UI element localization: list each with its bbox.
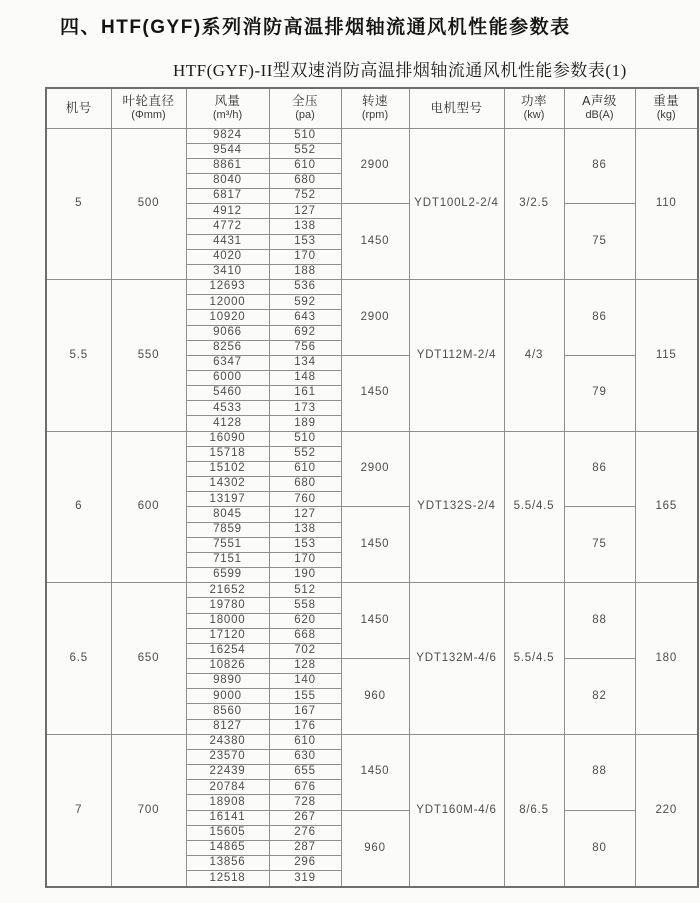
table-row <box>46 431 698 446</box>
cell-airflow: 18000 <box>186 613 269 628</box>
performance-table <box>45 87 699 888</box>
cell-noise-level: 86 <box>564 431 635 507</box>
cell-pressure: 319 <box>269 871 341 887</box>
cell-airflow: 23570 <box>186 749 269 764</box>
cell-pressure: 138 <box>269 522 341 537</box>
column-header-unit: (m³/h) <box>212 109 243 122</box>
cell-pressure: 153 <box>269 234 341 249</box>
cell-speed: 1450 <box>341 507 409 583</box>
cell-pressure: 680 <box>269 477 341 492</box>
page-title: 四、HTF(GYF)系列消防高温排烟轴流通风机性能参数表 <box>60 17 571 38</box>
cell-airflow: 6817 <box>186 189 269 204</box>
column-header <box>504 88 564 128</box>
cell-airflow: 14865 <box>186 840 269 855</box>
cell-impeller-diameter: 500 <box>111 128 186 280</box>
cell-weight: 220 <box>635 734 698 887</box>
cell-pressure: 510 <box>269 431 341 446</box>
cell-pressure: 170 <box>269 249 341 264</box>
cell-noise-level: 86 <box>564 280 635 356</box>
cell-weight: 115 <box>635 280 698 432</box>
cell-pressure: 760 <box>269 492 341 507</box>
cell-speed: 2900 <box>341 280 409 356</box>
cell-airflow: 7551 <box>186 537 269 552</box>
cell-airflow: 9544 <box>186 143 269 158</box>
cell-pressure: 134 <box>269 355 341 370</box>
column-header-label: 机号 <box>65 100 92 115</box>
cell-airflow: 4128 <box>186 416 269 431</box>
cell-pressure: 512 <box>269 583 341 598</box>
cell-speed: 2900 <box>341 128 409 204</box>
cell-airflow: 9000 <box>186 689 269 704</box>
cell-pressure: 552 <box>269 446 341 461</box>
cell-pressure: 702 <box>269 643 341 658</box>
cell-power: 5.5/4.5 <box>504 583 564 735</box>
cell-speed: 2900 <box>341 431 409 507</box>
cell-airflow: 19780 <box>186 598 269 613</box>
cell-pressure: 676 <box>269 780 341 795</box>
cell-noise-level: 80 <box>564 810 635 887</box>
cell-pressure: 610 <box>269 158 341 173</box>
cell-airflow: 10826 <box>186 658 269 673</box>
cell-airflow: 4431 <box>186 234 269 249</box>
cell-pressure: 188 <box>269 264 341 279</box>
cell-airflow: 21652 <box>186 583 269 598</box>
cell-airflow: 16141 <box>186 810 269 825</box>
cell-model-no: 6.5 <box>46 583 111 735</box>
cell-power: 5.5/4.5 <box>504 431 564 583</box>
cell-pressure: 189 <box>269 416 341 431</box>
cell-speed: 960 <box>341 810 409 887</box>
cell-airflow: 8256 <box>186 340 269 355</box>
cell-airflow: 12000 <box>186 295 269 310</box>
cell-airflow: 6347 <box>186 355 269 370</box>
table-row <box>46 583 698 598</box>
cell-pressure: 173 <box>269 401 341 416</box>
column-header <box>111 88 186 128</box>
column-header-label: 转速 <box>361 94 388 109</box>
cell-airflow: 13856 <box>186 856 269 871</box>
column-header <box>564 88 635 128</box>
column-header-unit: (rpm) <box>361 109 389 122</box>
cell-pressure: 630 <box>269 749 341 764</box>
cell-speed: 960 <box>341 658 409 734</box>
cell-motor-model: YDT132S-2/4 <box>409 431 504 583</box>
cell-noise-level: 88 <box>564 734 635 810</box>
cell-airflow: 8560 <box>186 704 269 719</box>
cell-airflow: 15102 <box>186 461 269 476</box>
cell-pressure: 161 <box>269 386 341 401</box>
column-header-unit: (pa) <box>295 109 315 122</box>
cell-power: 3/2.5 <box>504 128 564 280</box>
cell-weight: 180 <box>635 583 698 735</box>
cell-noise-level: 75 <box>564 507 635 583</box>
table-subtitle: HTF(GYF)-II型双速消防高温排烟轴流通风机性能参数表(1) <box>173 61 627 80</box>
table-header-row <box>46 88 698 128</box>
column-header-label: 全压 <box>291 94 318 109</box>
cell-impeller-diameter: 700 <box>111 734 186 887</box>
cell-airflow: 14302 <box>186 477 269 492</box>
cell-pressure: 510 <box>269 128 341 143</box>
column-header <box>186 88 269 128</box>
cell-pressure: 620 <box>269 613 341 628</box>
cell-model-no: 7 <box>46 734 111 887</box>
column-header <box>269 88 341 128</box>
column-header-label: A声级 <box>582 94 617 109</box>
cell-impeller-diameter: 600 <box>111 431 186 583</box>
cell-pressure: 680 <box>269 173 341 188</box>
cell-pressure: 140 <box>269 674 341 689</box>
cell-power: 4/3 <box>504 280 564 432</box>
cell-airflow: 6599 <box>186 568 269 583</box>
cell-pressure: 610 <box>269 461 341 476</box>
cell-noise-level: 82 <box>564 658 635 734</box>
cell-pressure: 153 <box>269 537 341 552</box>
cell-airflow: 8127 <box>186 719 269 734</box>
cell-pressure: 167 <box>269 704 341 719</box>
cell-pressure: 592 <box>269 295 341 310</box>
cell-power: 8/6.5 <box>504 734 564 887</box>
cell-airflow: 12518 <box>186 871 269 887</box>
cell-pressure: 655 <box>269 765 341 780</box>
cell-airflow: 7859 <box>186 522 269 537</box>
cell-pressure: 752 <box>269 189 341 204</box>
column-header <box>635 88 698 128</box>
column-header-label: 叶轮直径 <box>122 94 175 109</box>
cell-speed: 1450 <box>341 734 409 810</box>
cell-airflow: 17120 <box>186 628 269 643</box>
cell-airflow: 15718 <box>186 446 269 461</box>
cell-airflow: 12693 <box>186 280 269 295</box>
cell-motor-model: YDT112M-2/4 <box>409 280 504 432</box>
cell-airflow: 24380 <box>186 734 269 749</box>
cell-pressure: 558 <box>269 598 341 613</box>
cell-airflow: 18908 <box>186 795 269 810</box>
cell-pressure: 536 <box>269 280 341 295</box>
cell-airflow: 10920 <box>186 310 269 325</box>
cell-airflow: 4912 <box>186 204 269 219</box>
column-header-label: 电机型号 <box>430 100 483 115</box>
column-header-unit: (Φmm) <box>131 109 166 122</box>
cell-pressure: 610 <box>269 734 341 749</box>
cell-airflow: 4020 <box>186 249 269 264</box>
cell-pressure: 287 <box>269 840 341 855</box>
column-header-label: 功率 <box>520 94 547 109</box>
cell-pressure: 276 <box>269 825 341 840</box>
cell-pressure: 190 <box>269 568 341 583</box>
column-header-unit: dB(A) <box>585 109 614 122</box>
cell-pressure: 170 <box>269 552 341 567</box>
cell-airflow: 5460 <box>186 386 269 401</box>
cell-airflow: 7151 <box>186 552 269 567</box>
column-header-label: 风量 <box>214 94 241 109</box>
cell-airflow: 8040 <box>186 173 269 188</box>
cell-airflow: 16254 <box>186 643 269 658</box>
cell-airflow: 4772 <box>186 219 269 234</box>
cell-speed: 1450 <box>341 583 409 659</box>
cell-pressure: 267 <box>269 810 341 825</box>
cell-pressure: 155 <box>269 689 341 704</box>
cell-model-no: 5.5 <box>46 280 111 432</box>
cell-noise-level: 79 <box>564 355 635 431</box>
cell-motor-model: YDT100L2-2/4 <box>409 128 504 280</box>
cell-impeller-diameter: 650 <box>111 583 186 735</box>
cell-airflow: 6000 <box>186 371 269 386</box>
cell-pressure: 643 <box>269 310 341 325</box>
cell-motor-model: YDT160M-4/6 <box>409 734 504 887</box>
table-row <box>46 734 698 749</box>
cell-airflow: 13197 <box>186 492 269 507</box>
cell-pressure: 552 <box>269 143 341 158</box>
cell-pressure: 138 <box>269 219 341 234</box>
cell-airflow: 22439 <box>186 765 269 780</box>
cell-pressure: 756 <box>269 340 341 355</box>
cell-impeller-diameter: 550 <box>111 280 186 432</box>
cell-weight: 110 <box>635 128 698 280</box>
cell-noise-level: 86 <box>564 128 635 204</box>
cell-model-no: 6 <box>46 431 111 583</box>
cell-pressure: 148 <box>269 371 341 386</box>
cell-airflow: 16090 <box>186 431 269 446</box>
cell-pressure: 296 <box>269 856 341 871</box>
cell-airflow: 4533 <box>186 401 269 416</box>
cell-speed: 1450 <box>341 355 409 431</box>
cell-airflow: 20784 <box>186 780 269 795</box>
table-row <box>46 128 698 143</box>
table-row <box>46 280 698 295</box>
column-header-unit: (kw) <box>523 109 545 122</box>
cell-noise-level: 75 <box>564 204 635 280</box>
cell-airflow: 9890 <box>186 674 269 689</box>
cell-airflow: 8045 <box>186 507 269 522</box>
table-body <box>46 128 698 887</box>
column-header <box>409 88 504 128</box>
cell-pressure: 127 <box>269 204 341 219</box>
cell-noise-level: 88 <box>564 583 635 659</box>
cell-weight: 165 <box>635 431 698 583</box>
cell-pressure: 127 <box>269 507 341 522</box>
cell-model-no: 5 <box>46 128 111 280</box>
cell-airflow: 15605 <box>186 825 269 840</box>
column-header <box>46 88 111 128</box>
cell-airflow: 8861 <box>186 158 269 173</box>
column-header-label: 重量 <box>653 94 680 109</box>
column-header <box>341 88 409 128</box>
cell-speed: 1450 <box>341 204 409 280</box>
cell-airflow: 9824 <box>186 128 269 143</box>
cell-pressure: 668 <box>269 628 341 643</box>
cell-pressure: 692 <box>269 325 341 340</box>
cell-pressure: 728 <box>269 795 341 810</box>
cell-pressure: 176 <box>269 719 341 734</box>
column-header-unit: (kg) <box>656 109 676 122</box>
cell-airflow: 3410 <box>186 264 269 279</box>
cell-pressure: 128 <box>269 658 341 673</box>
cell-airflow: 9066 <box>186 325 269 340</box>
cell-motor-model: YDT132M-4/6 <box>409 583 504 735</box>
